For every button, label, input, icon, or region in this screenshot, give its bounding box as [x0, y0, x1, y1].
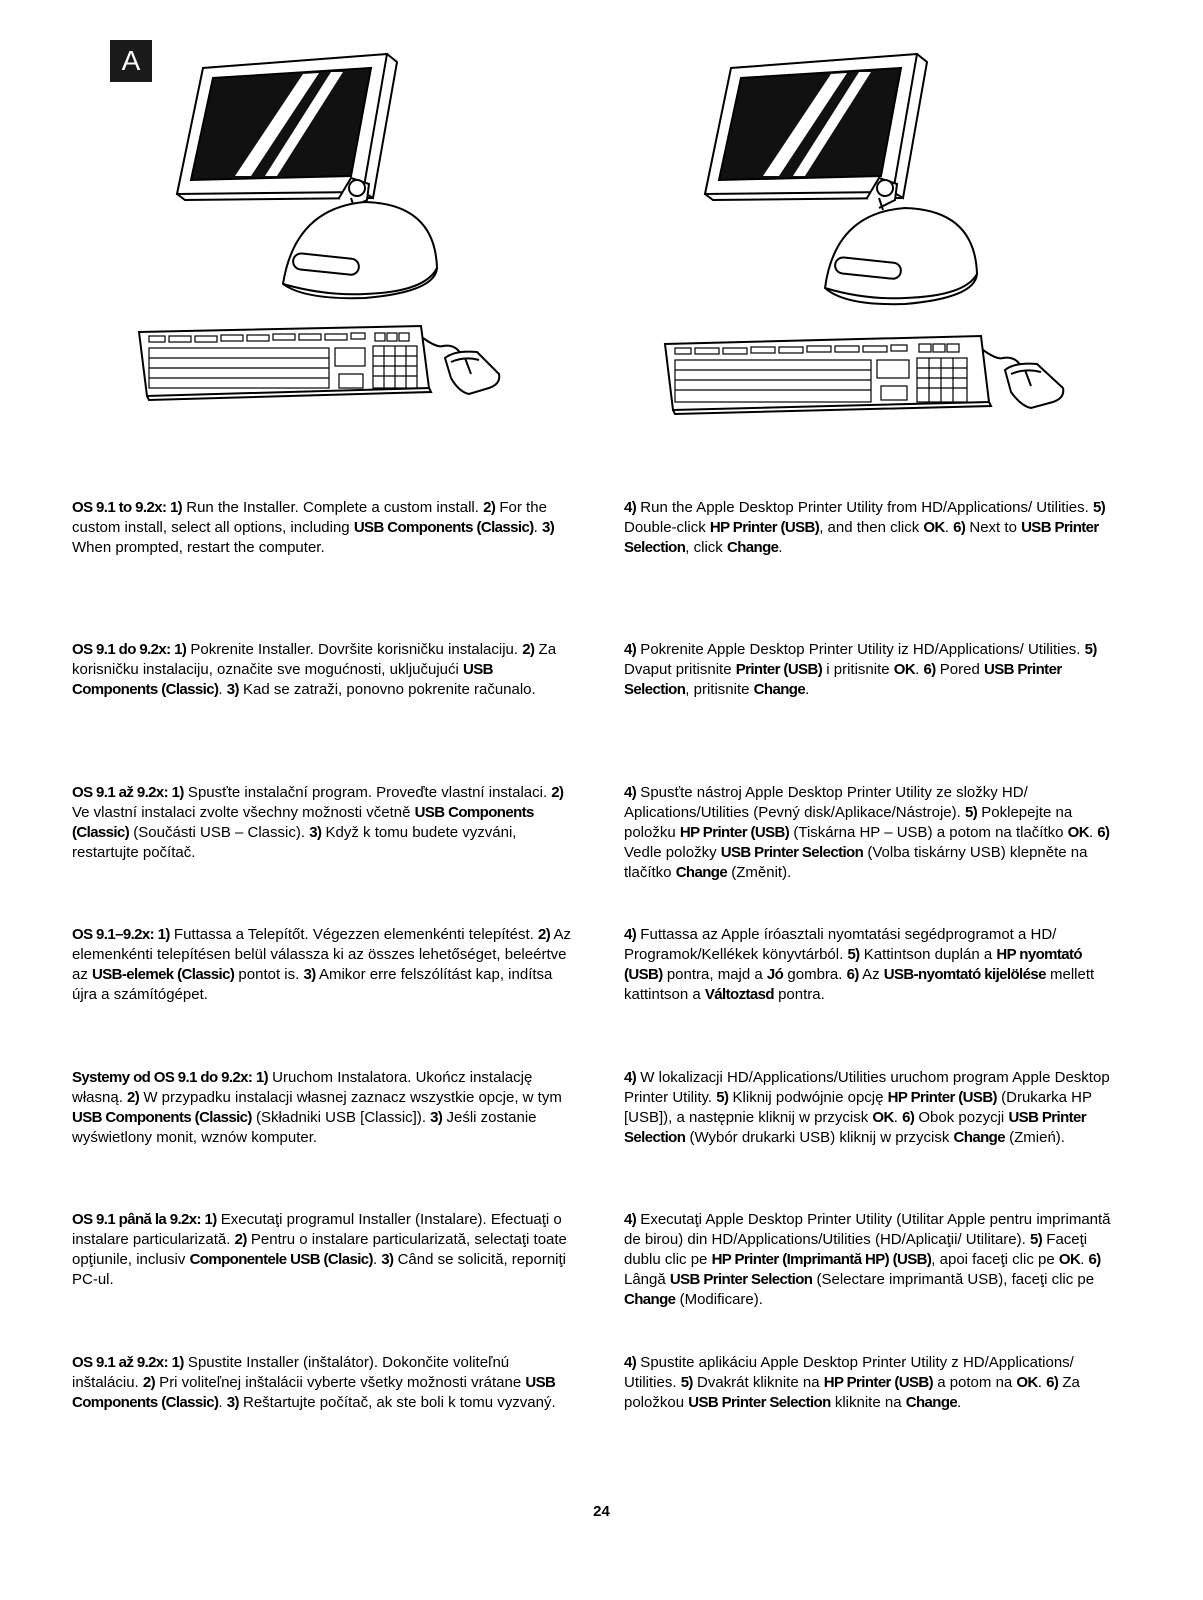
text-run: When prompted, restart the computer. [72, 539, 325, 556]
bold-run: USB-elemek (Classic) [92, 966, 235, 983]
bold-run: Printer (USB) [735, 661, 823, 678]
text-run: Spustite aplikáciu Apple Desktop Printer Utility z HD/Applications/ Utilities. [624, 1354, 1074, 1391]
bold-run: OS 9.1–9.2x: 1) [72, 926, 170, 943]
text-run: Pentru o instalare particularizată, selectaţi toate opţiunile, inclusiv [72, 1231, 567, 1268]
bold-run: OK [1058, 1251, 1081, 1268]
text-run: Dvaput pritisnite [624, 661, 736, 678]
bold-run: 2) [483, 499, 496, 516]
text-run: For the custom install, select all options, including [72, 499, 547, 536]
text-run: . [805, 681, 810, 698]
text-run: Kliknij podwójnie opcję [728, 1089, 888, 1106]
text-run: Run the Installer. Complete a custom install. [182, 499, 484, 516]
text-run: . [915, 661, 924, 678]
text-run: Run the Apple Desktop Printer Utility from HD/Applications/ Utilities. [636, 499, 1093, 516]
bold-run: Jó [766, 966, 784, 983]
imac-illustration-left [125, 48, 525, 423]
text-run: . [1037, 1374, 1047, 1391]
text-run: (Wybór drukarki USB) kliknij w przycisk [685, 1129, 954, 1146]
bold-run: 5) [1084, 641, 1097, 658]
bold-run: 4) [624, 926, 637, 943]
text-run: . [218, 1394, 227, 1411]
text-run: Reštartujte počítač, ak ste boli k tomu vyzvaný. [238, 1394, 556, 1411]
bold-run: HP nyomtató (USB) [624, 946, 1082, 983]
text-run: (Selectare imprimantă USB), faceţi clic pe [812, 1271, 1095, 1288]
text-run: pontra, majd a [662, 966, 767, 983]
bold-run: USB Printer Selection [624, 661, 1062, 698]
bold-run: Change [624, 1291, 676, 1308]
text-run: , pritisnite [685, 681, 754, 698]
text-run: Kattintson duplán a [859, 946, 997, 963]
bold-run: 5) [680, 1374, 693, 1391]
text-run: Kad se zatraži, ponovno pokrenite računalo. [238, 681, 536, 698]
bold-run: OS 9.1 do 9.2x: 1) [72, 641, 187, 658]
bold-run: 2) [551, 784, 564, 801]
bold-run: Change [753, 681, 806, 698]
text-run: (Zmień). [1004, 1129, 1065, 1146]
bold-run: USB Printer Selection [624, 519, 1099, 556]
bold-run: 2) [142, 1374, 156, 1391]
text-run: . [893, 1109, 903, 1126]
text-run: i pritisnite [822, 661, 894, 678]
text-run: , apoi faceţi clic pe [931, 1251, 1059, 1268]
bold-run: USB Components (Classic) [72, 1109, 252, 1126]
bold-run: USB Printer Selection [720, 844, 864, 861]
text-run: Futtassa az Apple íróasztali nyomtatási segédprogramot a HD/ Programok/Kellékek könyvtárból. [624, 926, 1057, 963]
bold-run: 4) [624, 499, 637, 516]
bold-run: 3) [226, 1394, 239, 1411]
instruction-paragraph-right [624, 1068, 1124, 1148]
text-run: . [778, 539, 783, 556]
instruction-paragraph-right [624, 640, 1124, 700]
bold-run: USB Components (Classic) [353, 519, 534, 536]
instruction-paragraph-right [624, 498, 1124, 558]
text-run: Când se solicită, reporniţi PC-ul. [72, 1251, 567, 1288]
bold-run: 4) [624, 784, 637, 801]
text-run: (Modificare). [675, 1291, 763, 1308]
bold-run: 6) [1097, 824, 1110, 841]
bold-run: 2) [538, 926, 551, 943]
bold-run: HP Printer (USB) [709, 519, 820, 536]
text-run: Pokrenite Installer. Dovršite korisničku instalaciju. [186, 641, 523, 658]
bold-run: 5) [716, 1089, 729, 1106]
text-run: Spustite Installer (inštalátor). Dokončite voliteľnú inštaláciu. [72, 1354, 510, 1391]
instruction-paragraph-left [72, 1068, 572, 1148]
bold-run: OS 9.1 to 9.2x: 1) [72, 499, 183, 516]
text-run: Za položkou [624, 1374, 1080, 1411]
bold-run: 6) [1046, 1374, 1059, 1391]
bold-run: OK [1016, 1374, 1038, 1391]
instruction-paragraph-left [72, 640, 572, 700]
text-run: . [957, 1394, 962, 1411]
instruction-paragraph-left [72, 925, 572, 1005]
text-run: (Drukarka HP [USB]), a następnie kliknij w przycisk [624, 1089, 1092, 1126]
bold-run: 6) [1088, 1251, 1101, 1268]
text-run: Executaţi Apple Desktop Printer Utility (Utilitar Apple pentru imprimantă de birou) din HD/Applications/Utilities (HD/Aplicaţii/ Utilitare). [624, 1211, 1111, 1248]
text-run: Lângă [624, 1271, 670, 1288]
text-run: . [1088, 824, 1098, 841]
text-run: Next to [965, 519, 1022, 536]
text-run: . [944, 519, 954, 536]
text-run: Když k tomu budete vyzváni, restartujte počítač. [72, 824, 517, 861]
text-run: Pri voliteľnej inštalácii vyberte všetky možnosti vrátane [155, 1374, 526, 1391]
bold-run: Change [726, 539, 779, 556]
bold-run: OS 9.1 až 9.2x: 1) [72, 784, 184, 801]
text-run: (Změnit). [727, 864, 792, 881]
bold-run: Change [905, 1394, 958, 1411]
bold-run: 6) [902, 1109, 915, 1126]
bold-run: USB Components (Classic) [72, 661, 493, 698]
section-label-a: A [110, 40, 152, 82]
text-run: Az [858, 966, 884, 983]
bold-run: HP Printer (USB) [679, 824, 790, 841]
bold-run: OK [872, 1109, 894, 1126]
text-run: Poklepejte na položku [624, 804, 1073, 841]
text-run: Uruchom Instalatora. Ukończ instalację własną. [72, 1069, 533, 1106]
bold-run: 5) [964, 804, 978, 821]
text-run: Az elemenkénti telepítésen belül válassza ki az összes lehetőséget, beleértve az [72, 926, 572, 983]
bold-run: 5) [1092, 499, 1106, 516]
bold-run: 4) [624, 1354, 637, 1371]
bold-run: 6) [846, 966, 859, 983]
text-run: (Volba tiskárny USB) klepněte na tlačítko [624, 844, 1088, 881]
text-run: W lokalizacji HD/Applications/Utilities uruchom program Apple Desktop Printer Utility. [624, 1069, 1110, 1106]
instruction-paragraph-left [72, 498, 572, 558]
bold-run: 5) [1029, 1231, 1043, 1248]
bold-run: Változtasd [704, 986, 774, 1003]
text-run: Dvakrát kliknite na [692, 1374, 824, 1391]
text-run: kliknite na [830, 1394, 906, 1411]
text-run: . [533, 519, 542, 536]
bold-run: 3) [226, 681, 239, 698]
text-run: , and then click [819, 519, 924, 536]
imac-illustration-right [655, 48, 1085, 428]
text-run: Vedle položky [624, 844, 721, 861]
text-run: Double-click [624, 519, 710, 536]
instruction-paragraph-left [72, 1210, 572, 1290]
text-run: Jeśli zostanie wyświetlony monit, wznów komputer. [72, 1109, 537, 1146]
text-run: , click [685, 539, 727, 556]
text-run: . [218, 681, 227, 698]
text-run: Pored [935, 661, 984, 678]
text-run: Spusťte instalační program. Proveďte vlastní instalaci. [183, 784, 552, 801]
instruction-paragraph-right [624, 783, 1124, 883]
bold-run: HP Printer (USB) [887, 1089, 997, 1106]
instruction-paragraph-left [72, 1353, 572, 1413]
bold-run: 4) [624, 641, 637, 658]
bold-run: USB Printer Selection [688, 1394, 831, 1411]
bold-run: HP Printer (Imprimantă HP) (USB) [711, 1251, 932, 1268]
instruction-paragraph-left [72, 783, 572, 863]
bold-run: OS 9.1 až 9.2x: 1) [72, 1354, 184, 1371]
bold-run: 5) [847, 946, 860, 963]
text-run: W przypadku instalacji własnej zaznacz wszystkie opcje, w tym [139, 1089, 562, 1106]
text-run: (Składniki USB [Classic]). [251, 1109, 431, 1126]
text-run: Pokrenite Apple Desktop Printer Utility iz HD/Applications/ Utilities. [636, 641, 1085, 658]
bold-run: 3) [541, 519, 555, 536]
instruction-paragraph-right [624, 925, 1124, 1005]
text-run: mellett kattintson a [624, 966, 1095, 1003]
text-run: Amikor erre felszólítást kap, indítsa újra a számítógépet. [72, 966, 553, 1003]
bold-run: USB Components (Classic) [72, 804, 534, 841]
bold-run: OK [893, 661, 916, 678]
text-run: Faceţi dublu clic pe [624, 1231, 1088, 1268]
text-run: Obok pozycji [914, 1109, 1009, 1126]
bold-run: USB-nyomtató kijelölése [883, 966, 1046, 983]
text-run: pontot is. [234, 966, 304, 983]
bold-run: 6) [923, 661, 936, 678]
bold-run: Systemy od OS 9.1 do 9.2x: 1) [72, 1069, 269, 1086]
bold-run: OS 9.1 până la 9.2x: 1) [72, 1211, 217, 1228]
bold-run: OK [923, 519, 945, 536]
text-run: . [1080, 1251, 1089, 1268]
text-run: (Tiskárna HP – USB) a potom na tlačítko [789, 824, 1068, 841]
bold-run: 3) [381, 1251, 394, 1268]
text-run: Ve vlastní instalaci zvolte všechny možnosti včetně [72, 804, 415, 821]
bold-run: USB Printer Selection [669, 1271, 813, 1288]
bold-run: USB Components (Classic) [72, 1374, 556, 1411]
bold-run: USB Printer Selection [624, 1109, 1087, 1146]
bold-run: Change [675, 864, 728, 881]
page-number: 24 [593, 1503, 610, 1520]
instruction-paragraph-right [624, 1210, 1124, 1310]
text-run: (Součásti USB – Classic). [129, 824, 310, 841]
bold-run: 2) [522, 641, 535, 658]
bold-run: HP Printer (USB) [823, 1374, 934, 1391]
text-run: pontra. [773, 986, 825, 1003]
bold-run: 2) [234, 1231, 247, 1248]
text-run: a potom na [933, 1374, 1017, 1391]
bold-run: 3) [430, 1109, 443, 1126]
bold-run: 3) [303, 966, 316, 983]
bold-run: 4) [624, 1211, 637, 1228]
text-run: Za korisničku instalaciju, označite sve mogućnosti, uključujući [72, 641, 557, 678]
text-run: gombra. [783, 966, 847, 983]
bold-run: 6) [953, 519, 966, 536]
instruction-paragraph-right [624, 1353, 1124, 1413]
bold-run: 2) [127, 1089, 140, 1106]
bold-run: 3) [309, 824, 322, 841]
bold-run: Change [953, 1129, 1005, 1146]
bold-run: OK [1067, 824, 1089, 841]
text-run: Spusťte nástroj Apple Desktop Printer Utility ze složky HD/ Aplications/Utilities (Pevný disk/Aplikace/Nástroje). [624, 784, 1028, 821]
text-run: Executaţi programul Installer (Instalare). Efectuaţi o instalare particularizată. [72, 1211, 562, 1248]
bold-run: 4) [624, 1069, 637, 1086]
text-run: . [372, 1251, 382, 1268]
text-run: Futtassa a Telepítőt. Végezzen elemenkénti telepítést. [169, 926, 539, 943]
bold-run: Componentele USB (Clasic) [189, 1251, 373, 1268]
